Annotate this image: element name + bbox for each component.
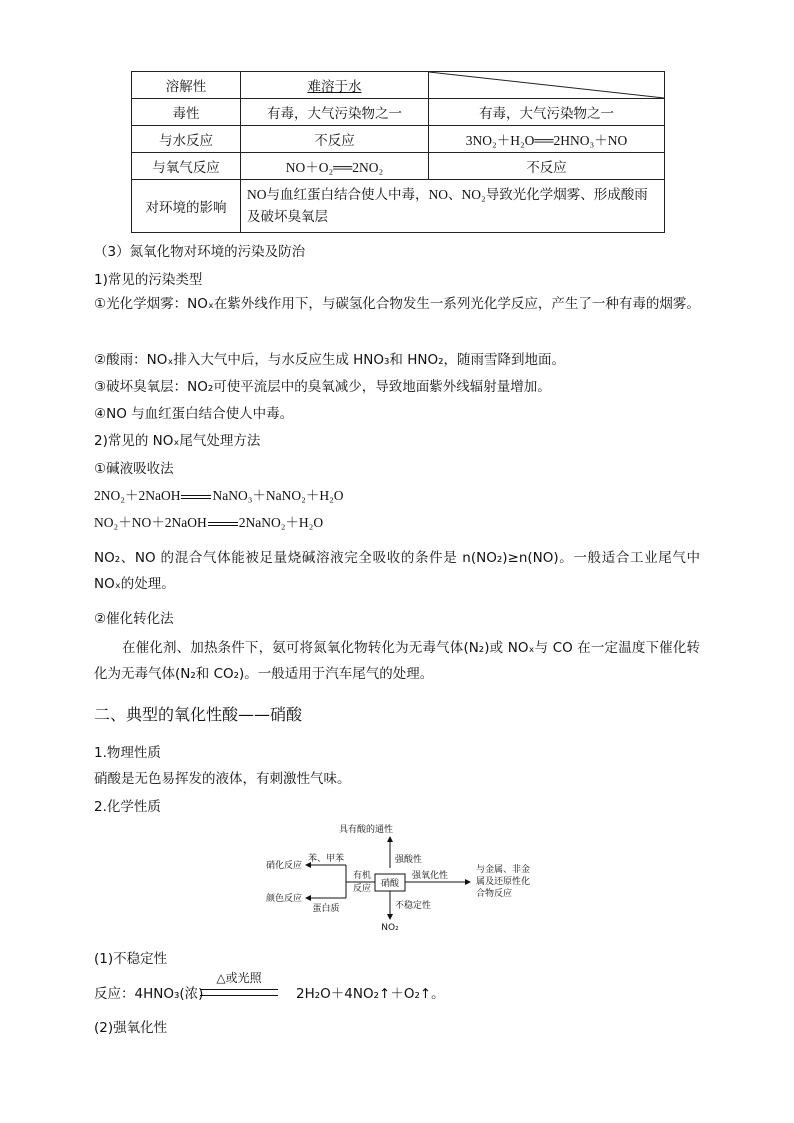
pollution-item: ③破坏臭氧层：NO₂可使平流层中的臭氧减少，导致地面紫外线辐射量增加。	[94, 379, 551, 395]
row-label: 溶解性	[132, 72, 241, 99]
right-label-line: 合物反应	[476, 889, 513, 899]
no-cell: 难溶于水	[241, 72, 429, 99]
catalytic-note: 在催化剂、加热条件下，氨可将氮氧化物转化为无毒气体(N₂)或 NOₓ与 CO 在一定温度下催化转化为无毒气体(N₂和 CO₂)。一般适用于汽车尾气的处理。	[94, 640, 700, 682]
no2-cell: 有毒，大气污染物之一	[429, 99, 665, 126]
right-label-line: 属及还原性化	[476, 877, 531, 887]
pollution-item: ①光化学烟雾：NOₓ在紫外线作用下，与碳氢化合物发生一系列光化学反应，产生了一种有毒的烟雾。	[94, 296, 700, 312]
row-label: 与水反应	[132, 126, 241, 153]
equation-2	[94, 511, 323, 531]
pollution-item: ④NO 与血红蛋白结合使人中毒。	[94, 406, 294, 422]
row-label: 与氧气反应	[132, 153, 241, 180]
acid-general-label: 具有酸的通性	[338, 825, 394, 835]
right-label-line: 与金属、非金	[476, 865, 531, 875]
unstable-label: 不稳定性	[395, 901, 432, 911]
nitric-acid-diagram	[240, 822, 560, 934]
equation-right: 2NaNO₂＋H₂O	[238, 515, 324, 530]
no-cell: 有毒，大气污染物之一	[241, 99, 429, 126]
catalytic-method-title: ②催化转化法	[94, 611, 174, 627]
equation-1	[94, 484, 344, 504]
table-row	[132, 180, 665, 233]
strong-oxidizing-label: 强氧化性	[412, 871, 449, 881]
chemical-properties-title: 2.化学性质	[94, 799, 161, 815]
treatment-title: 2)常见的 NOₓ尾气处理方法	[94, 433, 261, 449]
physical-properties-title: 1.物理性质	[94, 745, 161, 761]
absorption-note: NO₂、NO 的混合气体能被足量烧碱溶液完全吸收的条件是 n(NO₂)≥n(NO)。一般适合工业尾气中 NOₓ的处理。	[94, 550, 700, 592]
table-row	[132, 99, 665, 126]
strong-oxidizing-title: (2)强氧化性	[94, 1020, 168, 1036]
no-cell: 不反应	[241, 126, 429, 153]
row-label: 对环境的影响	[132, 180, 241, 233]
nitrogen-oxides-table	[131, 71, 665, 233]
diagonal-line	[429, 72, 664, 98]
table-row	[132, 153, 665, 180]
no2-cell: 3NO₂＋H₂O══2HNO₃＋NO	[429, 126, 665, 153]
organic-label: 有机	[352, 871, 372, 881]
protein-label: 蛋白质	[312, 904, 340, 914]
equals-sign	[181, 493, 211, 501]
organic-label: 反应	[352, 884, 372, 894]
equation-left: NO₂＋NO＋2NaOH	[94, 515, 207, 530]
instability-title: (1)不稳定性	[94, 951, 168, 967]
row-label: 毒性	[132, 99, 241, 126]
no2-product-label: NO₂	[381, 923, 399, 933]
equals-sign	[208, 520, 238, 528]
table-row	[132, 126, 665, 153]
physical-properties-text: 硝酸是无色易挥发的液体，有刺激性气味。	[94, 771, 351, 787]
section-3-title: （3）氮氧化物对环境的污染及防治	[94, 244, 306, 260]
color-reaction-label: 颜色反应	[265, 894, 302, 904]
reaction-products: 2H₂O＋4NO₂↑＋O₂↑。	[296, 986, 445, 1002]
table-row	[132, 72, 665, 99]
reaction-reactant: 反应：4HNO₃(浓)	[94, 986, 204, 1002]
section-2-title: 二、典型的氧化性酸——硝酸	[94, 705, 303, 724]
strong-acid-label: 强酸性	[395, 855, 423, 865]
alkali-method-title: ①碱液吸收法	[94, 461, 174, 477]
no-cell: NO＋O₂══2NO₂	[241, 153, 429, 180]
diagonal-cell	[429, 72, 665, 99]
equation-right: NaNO₃＋NaNO₂＋H₂O	[212, 488, 344, 503]
benzene-label: 苯、甲苯	[307, 854, 345, 864]
center-label: 硝酸	[380, 879, 400, 889]
env-impact-cell: NO与血红蛋白结合使人中毒，NO、NO₂导致光化学烟雾、形成酸雨及破坏臭氧层	[241, 180, 665, 233]
pollution-item: ②酸雨：NOₓ排入大气中后，与水反应生成 HNO₃和 HNO₂，随雨雪降到地面。	[94, 352, 565, 368]
pollution-types-title: 1)常见的污染类型	[94, 272, 203, 288]
reaction-condition: △或光照	[216, 971, 262, 985]
decomposition-reaction	[94, 982, 445, 1002]
nitration-label: 硝化反应	[265, 861, 302, 871]
no2-cell: 不反应	[429, 153, 665, 180]
equation-left: 2NO₂＋2NaOH	[94, 488, 181, 503]
